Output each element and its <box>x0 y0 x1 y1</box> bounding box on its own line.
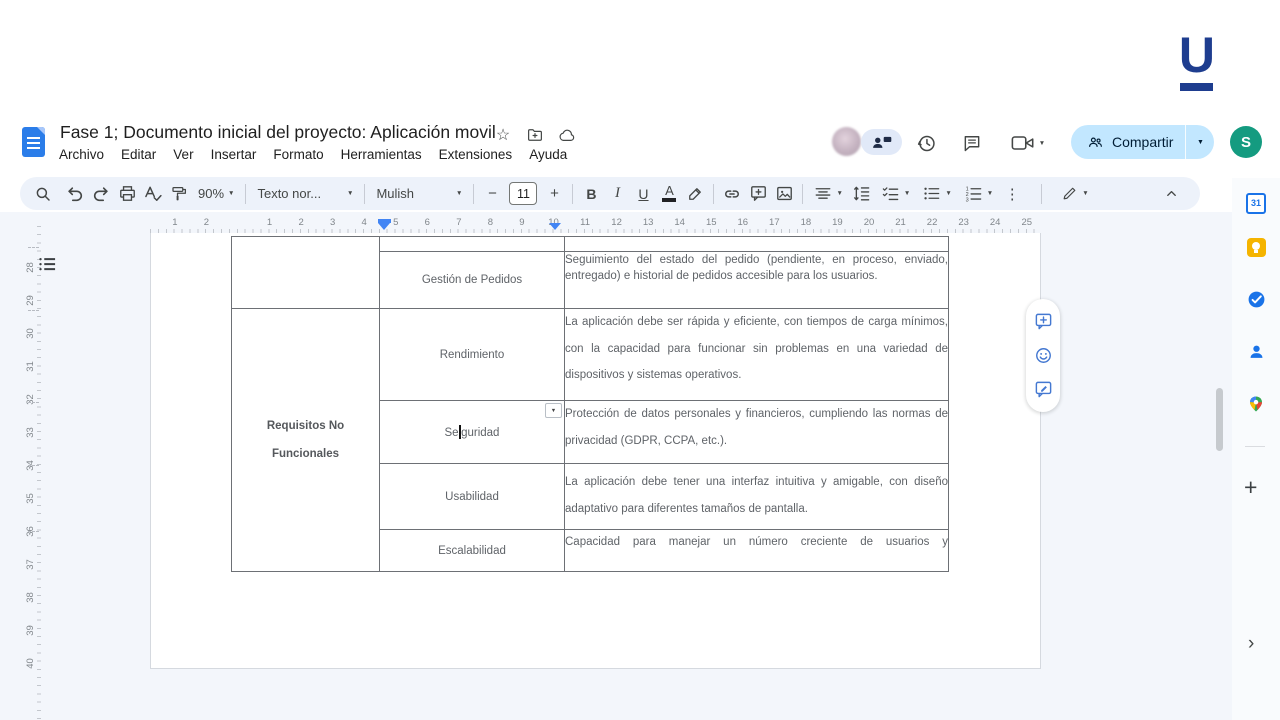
redo-icon[interactable] <box>88 181 114 207</box>
share-button[interactable] <box>1071 125 1185 159</box>
row-marker[interactable] <box>28 247 39 248</box>
zoom-caret-icon: ▼ <box>228 190 235 197</box>
brand-logo-underline <box>1180 83 1213 91</box>
ruler-number: 39 <box>24 625 36 636</box>
bulleted-list-select[interactable] <box>916 184 957 203</box>
increase-font-size-button[interactable]: + <box>550 185 559 202</box>
empty-cell[interactable] <box>565 237 949 252</box>
font-name-value: Mulish <box>376 186 415 201</box>
document-canvas <box>0 212 1232 720</box>
toolbar-divider <box>473 184 474 204</box>
ruler-number: 5 <box>393 217 399 228</box>
numbered-list-caret-icon: ▼ <box>986 190 994 197</box>
calendar-icon[interactable]: 31 <box>1246 193 1266 213</box>
ruler-number: 21 <box>895 217 906 228</box>
group-label-line: Funcionales <box>271 448 340 460</box>
paragraph-style-value: Texto nor... <box>257 186 322 201</box>
search-icon[interactable] <box>30 181 56 207</box>
ruler-number: 24 <box>989 217 1001 228</box>
ruler-number: 22 <box>926 217 938 228</box>
font-size-input[interactable]: 11 <box>509 182 537 205</box>
requirement-desc-cell[interactable]: La aplicación debe tener una interfaz intuitiva y amigable, con diseño adaptativo para diferentes tamaños de pantalla. <box>565 464 949 530</box>
menu-extensiones[interactable]: Extensiones <box>438 147 513 162</box>
horizontal-ruler[interactable] <box>150 217 1041 234</box>
maps-icon[interactable] <box>1246 394 1266 414</box>
ruler-number: 35 <box>24 493 36 504</box>
contacts-icon[interactable] <box>1246 341 1266 361</box>
checklist-caret-icon: ▼ <box>903 190 911 197</box>
right-indent-marker[interactable] <box>549 223 561 230</box>
add-comment-icon[interactable] <box>745 181 771 207</box>
ruler-number: 30 <box>24 328 36 339</box>
zoom-value: 90% <box>198 186 225 201</box>
svg-text:2: 2 <box>965 191 969 198</box>
ruler-number: 1 <box>172 217 178 228</box>
requirement-desc-cell[interactable]: La aplicación debe ser rápida y eficiente, con tiempos de carga mínimos, con la capacidad para funcionar sin problemas en una variedad de dispositivos y sistemas operativos. <box>565 309 949 401</box>
align-select[interactable] <box>808 185 848 203</box>
zoom-select[interactable] <box>192 186 240 201</box>
empty-cell[interactable] <box>380 237 565 252</box>
numbered-list-select[interactable] <box>958 184 999 203</box>
bulleted-list-caret-icon: ▼ <box>945 190 952 197</box>
requirement-desc-cell[interactable]: Seguimiento del estado del pedido (pendiente, en proceso, enviado, entregado) e historial de pedidos accesible para los usuarios. <box>565 252 949 309</box>
requirement-name-cell[interactable]: Escalabilidad <box>380 530 565 572</box>
hide-menus-icon[interactable] <box>1158 181 1184 207</box>
requirement-name-cell[interactable]: Rendimiento <box>380 309 565 401</box>
meet-video-icon[interactable] <box>1008 131 1048 155</box>
paragraph-style-select[interactable] <box>251 186 359 201</box>
ruler-number: 23 <box>958 217 969 228</box>
text-color-bar <box>662 198 676 202</box>
requirement-desc-cell[interactable]: Protección de datos personales y financieros, cumpliendo las normas de privacidad (GDPR, CCPA, etc.). <box>565 401 949 464</box>
ruler-number: 8 <box>487 217 494 228</box>
toolbar-divider <box>1041 184 1042 204</box>
ruler-number: 2 <box>203 217 210 228</box>
svg-text:1: 1 <box>965 186 969 193</box>
toolbar-divider <box>364 184 365 204</box>
toolbar-divider <box>245 184 246 204</box>
table-row <box>232 237 949 252</box>
collaborator-avatar[interactable] <box>832 127 861 156</box>
first-line-indent-marker[interactable] <box>378 219 391 230</box>
more-options-icon[interactable]: ⋮ <box>1004 185 1020 203</box>
brand-logo <box>1178 27 1214 91</box>
checklist-select[interactable] <box>875 184 916 203</box>
add-comment-bubble-icon[interactable] <box>1033 312 1053 332</box>
svg-text:3: 3 <box>965 197 969 203</box>
share-caret-icon[interactable]: ▼ <box>1197 138 1204 146</box>
docs-file-icon[interactable] <box>22 127 45 157</box>
tasks-icon[interactable] <box>1246 289 1266 309</box>
ruler-number: 34 <box>24 460 36 471</box>
row-marker[interactable] <box>28 465 39 466</box>
font-select[interactable] <box>370 186 468 201</box>
document-page[interactable] <box>150 233 1041 669</box>
toolbar-divider <box>713 184 714 204</box>
italic-button[interactable]: I <box>614 185 620 201</box>
vertical-ruler <box>26 226 42 720</box>
menu-ayuda[interactable]: Ayuda <box>529 147 568 162</box>
suggest-edits-icon[interactable] <box>1033 379 1053 399</box>
row-marker[interactable] <box>28 531 39 532</box>
insert-image-icon[interactable] <box>771 181 797 207</box>
requirement-name-cell-seguridad[interactable] <box>380 401 565 464</box>
editing-mode-caret-icon: ▼ <box>1082 190 1089 197</box>
ruler-number: 38 <box>24 592 36 603</box>
seguridad-text-before: Se <box>444 427 459 439</box>
ruler-number: 20 <box>863 217 875 228</box>
ruler-number: 2 <box>298 217 304 228</box>
menu-herramientas[interactable]: Herramientas <box>340 147 422 162</box>
menubar <box>59 147 567 162</box>
text-color-button[interactable]: A <box>656 181 682 207</box>
print-icon[interactable] <box>114 181 140 207</box>
document-title[interactable]: Fase 1; Documento inicial del proyecto: Aplicación movil <box>60 122 496 142</box>
menu-editar[interactable]: Editar <box>121 147 157 162</box>
ruler-number: 10 <box>548 217 559 228</box>
font-caret-icon: ▼ <box>456 190 463 197</box>
share-button-group <box>1071 125 1214 159</box>
ruler-number: 4 <box>361 217 367 228</box>
ruler-number: 18 <box>800 217 812 228</box>
toolbar-divider <box>572 184 573 204</box>
ruler-number: 37 <box>24 559 36 570</box>
ruler-number: 17 <box>769 217 780 228</box>
table-row <box>232 309 949 401</box>
ruler-number: 1 <box>266 217 273 228</box>
document-outline-icon[interactable] <box>38 256 58 274</box>
get-addons-icon[interactable]: + <box>1244 474 1258 500</box>
emoji-reaction-icon[interactable] <box>1033 345 1053 365</box>
line-spacing-icon[interactable] <box>849 181 875 207</box>
ruler-number: 29 <box>24 295 36 306</box>
meet-caret-icon[interactable]: ▼ <box>1038 139 1046 147</box>
ruler-number: 36 <box>24 526 36 537</box>
undo-icon[interactable] <box>62 181 88 207</box>
ruler-number: 40 <box>24 658 36 669</box>
menu-formato[interactable]: Formato <box>273 147 324 162</box>
version-history-icon[interactable] <box>914 131 938 155</box>
ruler-number: 14 <box>674 217 685 228</box>
brand-logo-letter: U <box>1178 27 1214 83</box>
ruler-number: 13 <box>642 217 654 228</box>
bold-button[interactable]: B <box>586 185 597 202</box>
style-caret-icon: ▼ <box>347 190 354 197</box>
floating-action-pill <box>1026 299 1060 412</box>
share-button-label: Compartir <box>1112 134 1174 150</box>
ruler-number: 33 <box>24 427 36 438</box>
align-caret-icon: ▼ <box>836 190 843 197</box>
move-folder-icon[interactable] <box>526 126 544 144</box>
ruler-number: 19 <box>832 217 843 228</box>
ruler-number: 3 <box>329 217 336 228</box>
menu-archivo[interactable]: Archivo <box>59 147 105 162</box>
underline-button[interactable]: U <box>638 185 649 202</box>
seguridad-text-after: guridad <box>461 427 500 439</box>
vertical-scrollbar[interactable] <box>1216 388 1223 451</box>
ruler-number: 31 <box>24 361 36 372</box>
group-label-line: Requisitos No <box>266 420 345 432</box>
star-icon[interactable]: ☆ <box>495 127 511 144</box>
side-panel-divider <box>1245 446 1265 447</box>
row-marker[interactable] <box>28 402 39 403</box>
ruler-number: 32 <box>24 394 36 405</box>
ruler-number: 6 <box>424 217 430 228</box>
requirement-name-cell[interactable]: Gestión de Pedidos <box>380 252 565 309</box>
decrease-font-size-button[interactable]: − <box>488 185 497 202</box>
paint-format-icon[interactable] <box>166 181 192 207</box>
group-cell-requisitos-no-funcionales[interactable] <box>232 309 380 572</box>
ruler-number: 28 <box>24 262 36 273</box>
ruler-number: 16 <box>737 217 749 228</box>
show-side-panel-icon[interactable]: › <box>1248 633 1255 654</box>
menu-ver[interactable]: Ver <box>173 147 194 162</box>
ruler-number: 9 <box>519 217 525 228</box>
account-avatar[interactable]: S <box>1230 126 1262 158</box>
ruler-number: 25 <box>1021 217 1033 228</box>
comments-icon[interactable] <box>960 131 984 155</box>
highlight-color-icon[interactable] <box>682 181 708 207</box>
keep-icon[interactable] <box>1246 237 1266 257</box>
menu-insertar[interactable]: Insertar <box>210 147 257 162</box>
share-button-divider <box>1185 125 1186 159</box>
requirement-name-cell[interactable]: Usabilidad <box>380 464 565 530</box>
ruler-number: 15 <box>705 217 717 228</box>
group-cell-top[interactable] <box>232 237 380 309</box>
requirement-desc-cell[interactable]: Capacidad para manejar un número creciente de usuarios y <box>565 530 949 572</box>
docs-file-icon-lines <box>27 137 40 139</box>
ruler-ticks <box>37 226 41 720</box>
ruler-number: 12 <box>611 217 622 228</box>
ruler-number: 7 <box>456 217 462 228</box>
ruler-number: 11 <box>580 217 590 228</box>
cloud-status-icon[interactable] <box>558 126 576 144</box>
side-panel <box>1232 178 1280 720</box>
insert-link-icon[interactable] <box>719 181 745 207</box>
spellcheck-icon[interactable] <box>140 181 166 207</box>
cell-dropdown-icon[interactable]: ▼ <box>545 403 562 418</box>
collaborators-chip[interactable] <box>861 129 902 155</box>
toolbar-divider <box>802 184 803 204</box>
toolbar <box>20 177 1200 210</box>
row-marker[interactable] <box>28 310 39 311</box>
requirements-table <box>231 236 949 572</box>
editing-mode-select[interactable] <box>1055 185 1094 202</box>
